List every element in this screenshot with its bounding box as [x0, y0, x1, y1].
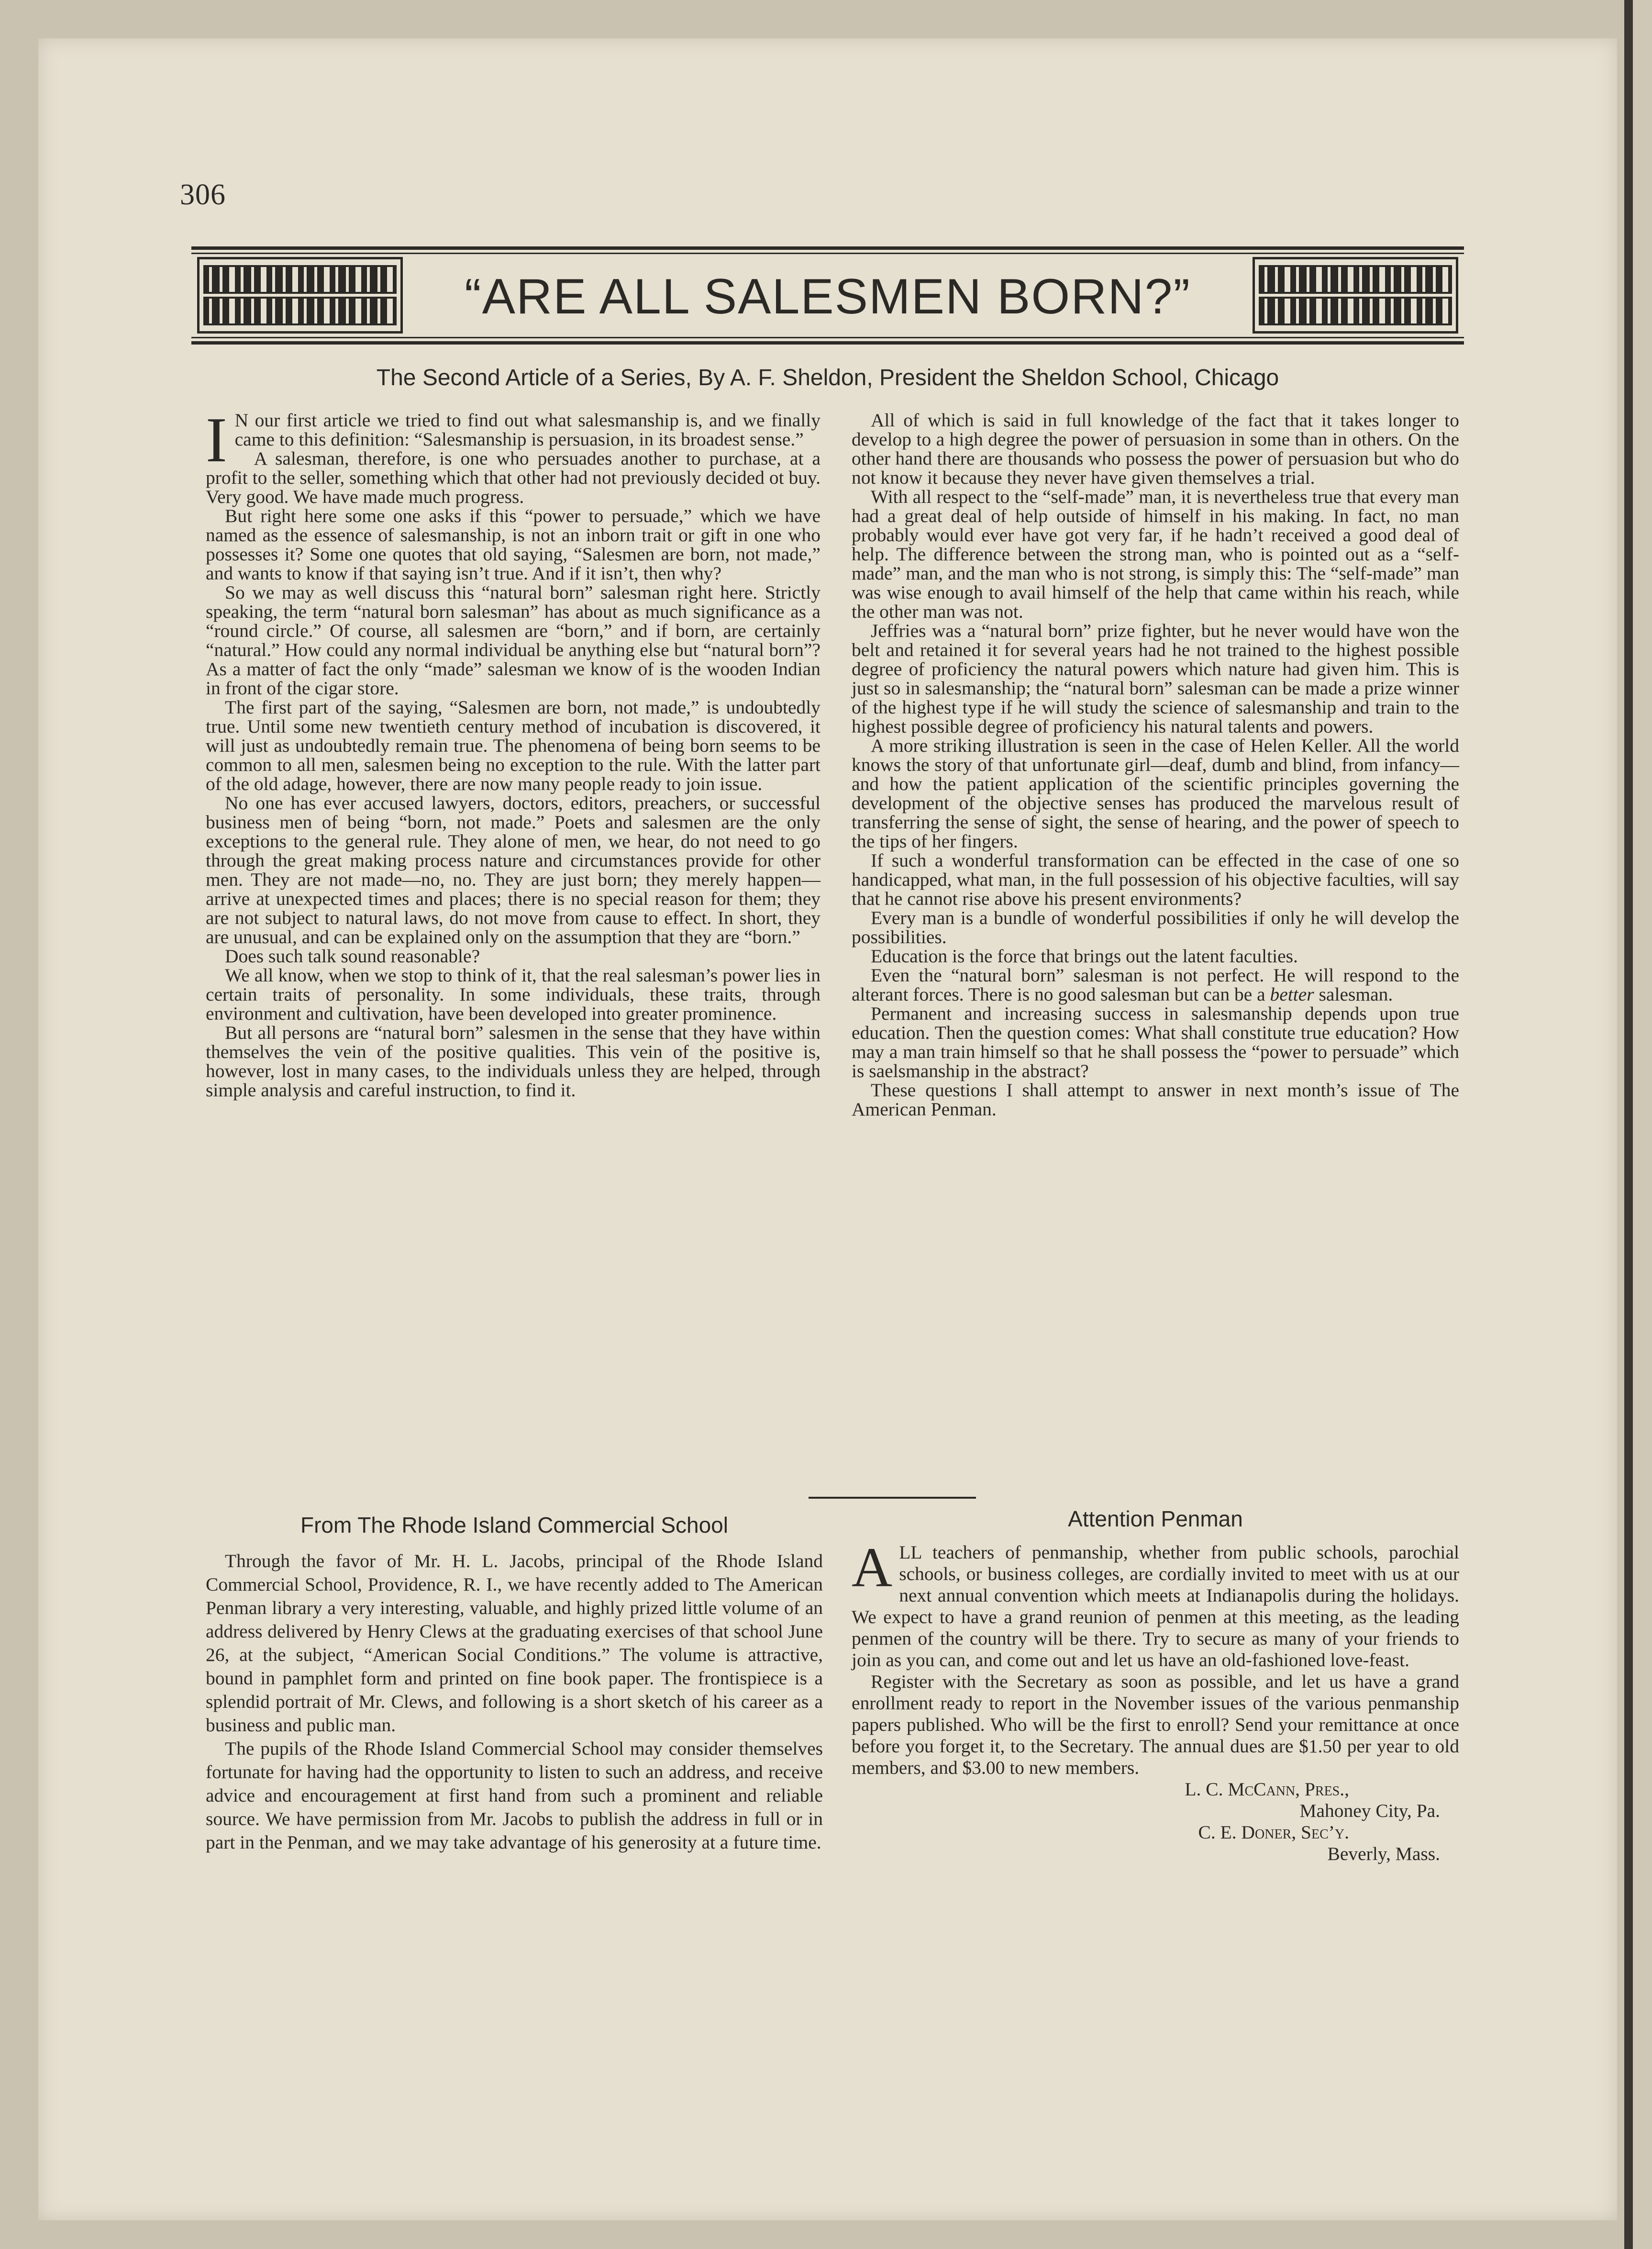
- article-paragraph: Education is the force that brings out the latent faculties.: [871, 946, 1298, 967]
- article-paragraph: Permanent and increasing success in salesmanship depends upon true education. Then the question comes: What shall constitute true education? How may a man train himself so that he shall possess the “power to persuade” which is saelsmanship in the abstract?: [852, 1003, 1459, 1081]
- article-title: “ARE ALL SALESMEN BORN?”: [465, 269, 1191, 324]
- article-paragraph: Every man is a bundle of wonderful possibilities if only he will develop the possibilities.: [852, 907, 1459, 947]
- rhode-island-paragraph: Through the favor of Mr. H. L. Jacobs, principal of the Rhode Island Commercial School, Providence, R. I., we have recently added to The American Penman library a very interesting, valuable, and highly prized little volume of an address delivered by Henry Clews at the graduating exercises of that school June 26, at the subject, “American Social Conditions.” The volume is attractive, bound in pamphlet form and printed on fine book paper. The frontispiece is a splendid portrait of Mr. Clews, and following is a short sketch of his career as a business and public man.: [206, 1550, 823, 1736]
- emphasis-better: better: [1270, 984, 1314, 1005]
- signature-president-place: Mahoney City, Pa.: [1299, 1800, 1440, 1821]
- page-number: 306: [180, 178, 226, 211]
- banner-rule: [191, 253, 1464, 254]
- signature-president: L. C. McCann, Pres.,: [1185, 1779, 1349, 1800]
- drop-cap: A: [852, 1536, 893, 1599]
- binding-gutter: [1624, 0, 1633, 2249]
- article-paragraph: A salesman, therefore, is one who persuades another to purchase, at a profit to the seller, something which that other had not previously decided ot buy. Very good. We have made much progress.: [206, 448, 820, 507]
- article-paragraph: Even the “natural born” salesman is not perfect. He will respond to the alterant forces. There is no good salesman but can be a better salesman.: [852, 965, 1459, 1005]
- ornament-band: [1259, 297, 1452, 325]
- article-paragraph: Does such talk sound reasonable?: [225, 946, 480, 967]
- attention-paragraph: ALL teachers of penmanship, whether from public schools, parochial schools, or business colleges, are cordially invited to meet with us at our next annual convention which meets at Indianapolis during the holidays. We expect to have a grand reunion of penmen at this meeting, as the leading penmen of the country will be there. Try to secure as many of your friends to join as you can, and come out and let us have an old-fashioned love-feast.: [852, 1536, 1459, 1670]
- signature-secretary: C. E. Doner, Sec’y.: [1198, 1822, 1349, 1843]
- rhode-island-heading: From The Rhode Island Commercial School: [300, 1513, 728, 1537]
- drop-cap: I: [206, 404, 227, 475]
- article-paragraph: I N our first article we tried to find out what salesmanship is, and we finally came to this definition: “Salesmanship is persuasion, in its broadest sense.”: [206, 404, 820, 475]
- rhode-island-column: [206, 1549, 823, 1854]
- rhode-island-paragraph: The pupils of the Rhode Island Commercial School may consider themselves fortunate for having had the opportunity to listen to such an address, and receive advice and encouragement at first hand from such a prominent and reliable source. We have permission from Mr. Jacobs to publish the address in full or in part in the Penman, and we may take advantage of his generosity at a future time.: [206, 1738, 823, 1853]
- title-banner: [191, 246, 1464, 345]
- banner-rule: [191, 341, 1464, 345]
- article-paragraph: All of which is said in full knowledge of the fact that it takes longer to develop to a high degree the power of persuasion in some than in others. On the other hand there are thousands who possess the power of persuasion but who do not know it because they never have given themselves a trial.: [852, 410, 1459, 488]
- section-divider: [809, 1497, 976, 1499]
- article-column-right: [852, 411, 1459, 1119]
- article-paragraph: We all know, when we stop to think of it, that the real salesman’s power lies in certain traits of personality. In some individuals, these traits, through environment and cultivation, have been developed into greater prominence.: [206, 965, 820, 1024]
- ornament-band: [203, 265, 397, 294]
- ornament-band: [203, 297, 397, 325]
- article-paragraph: Jeffries was a “natural born” prize fighter, but he never would have won the belt and retained it for several years had he not trained to the highest possible degree of proficiency the natural powers which nature had given him. This is just so in salesmanship; the “natural born” salesman can be made a prize winner of the highest type if he will study the science of salesmanship and train to the highest possible degree of proficiency his natural talents and powers.: [852, 620, 1459, 737]
- article-paragraph: The first part of the saying, “Salesmen are born, not made,” is undoubtedly true. Until some new twentieth century method of incubation is discovered, it will just as undoubtedly remain true. The phenomena of being born seems to be common to all men, salesmen being no exception to the rule. With the latter part of the old adage, however, there are now many people ready to join issue.: [206, 697, 820, 794]
- article-paragraph: With all respect to the “self-made” man, it is nevertheless true that every man had a great deal of help outside of himself in his making. In fact, no man probably would ever have got very far, if he hadn’t received a good deal of help. The difference between the strong man, who is pointed out as a “self-made” man, and the man who is not strong, is simply this: The “self-made” man was wise enough to avail himself of the help that came within his reach, while the other man was not.: [852, 486, 1459, 622]
- banner-rule: [191, 337, 1464, 338]
- article-paragraph: So we may as well discuss this “natural born” salesman right here. Strictly speaking, the term “natural born salesman” has about as much significance as a “round circle.” Of course, all salesmen are “born,” and if born, are certainly “natural.” How could any normal individual be anything else but “natural born”? As a matter of fact the only “made” salesman we know of is the wooden Indian in front of the cigar store.: [206, 582, 820, 699]
- article-paragraph: No one has ever accused lawyers, doctors, editors, preachers, or successful business men of being “born, not made.” Poets and salesmen are the only exceptions to the general rule. They alone of men, we hear, do not need to go through the great making process nature and circumstances provide for other men. They are not made—no, no. They are just born; they merely happen—arrive at unexpected times and places; there is no special reason for them; they are not subject to natural laws, do not move from cause to effect. In short, they are unusual, and can be explained only on the assumption that they are “born.”: [206, 792, 820, 947]
- banner-rule: [191, 246, 1464, 250]
- article-paragraph: But all persons are “natural born” salesmen in the sense that they have within themselves the vein of the positive qualities. This vein of the positive is, however, lost in many cases, to the individuals unless they are helped, through simple analysis and careful instruction, to find it.: [206, 1022, 820, 1101]
- next-page-edge: [1633, 0, 1652, 2249]
- article-byline: The Second Article of a Series, By A. F. Sheldon, President the Sheldon School, Chicago: [376, 365, 1279, 390]
- article-paragraph: But right here some one asks if this “power to persuade,” which we have named as the essence of salesmanship, is not an inborn trait or gift in one who possesses it? Some one quotes that old saying, “Salesmen are born, not made,” and wants to know if that saying isn’t true. And if it isn’t, then why?: [206, 505, 820, 584]
- ornament-left: [197, 257, 403, 334]
- article-column-left: [206, 404, 820, 1101]
- signature-secretary-place: Beverly, Mass.: [1327, 1843, 1440, 1864]
- attention-column: [852, 1536, 1459, 1865]
- article-paragraph: If such a wonderful transformation can be effected in the case of one so handicapped, what man, in the full possession of his objective faculties, will say that he cannot rise above his present environments?: [852, 850, 1459, 909]
- article-paragraph: A more striking illustration is seen in the case of Helen Keller. All the world knows the story of that unfortunate girl—deaf, dumb and blind, from infancy—and how the patient application of the scientific principles governing the development of the objective senses has produced the marvelous result of transferring the sense of sight, the sense of hearing, and the power of speech to the tips of her fingers.: [852, 735, 1459, 852]
- attention-heading: Attention Penman: [1068, 1506, 1243, 1531]
- article-paragraph: These questions I shall attempt to answer in next month’s issue of The American Penman.: [852, 1080, 1459, 1120]
- attention-paragraph: Register with the Secretary as soon as possible, and let us have a grand enrollment ready to report in the November issues of the various penmanship papers published. Who will be the first to enroll? Send your remittance at once before you forget it, to the Secretary. The annual dues are $1.50 per year to old members, and $3.00 to new members.: [852, 1671, 1459, 1778]
- ornament-right: [1253, 257, 1458, 334]
- ornament-band: [1259, 265, 1452, 294]
